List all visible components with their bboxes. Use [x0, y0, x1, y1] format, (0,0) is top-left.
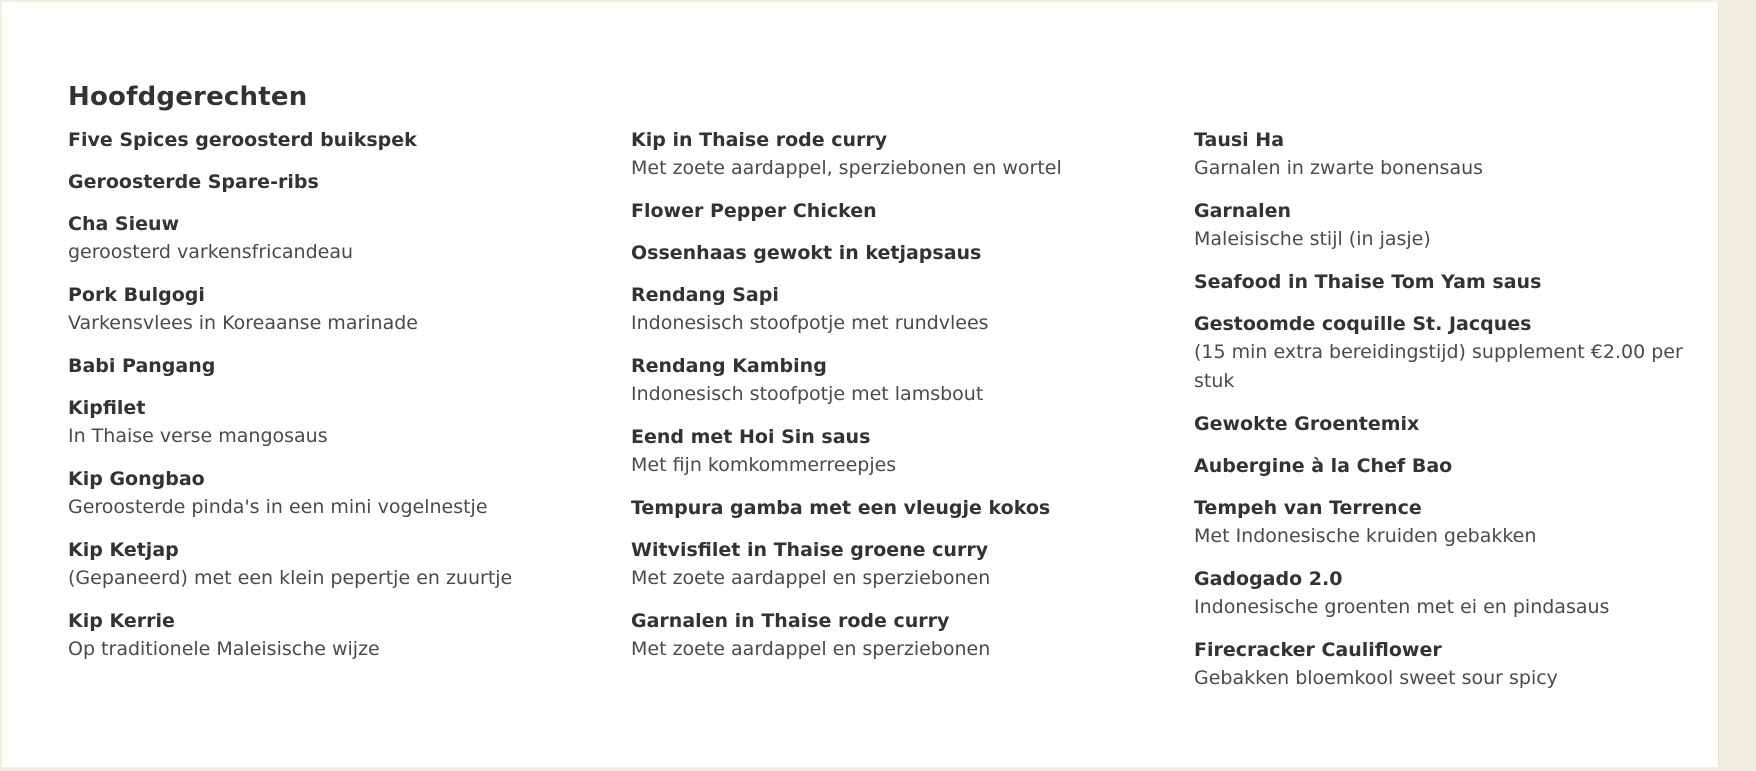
menu-item — [1194, 452, 1714, 480]
dish-name: Kip Gongbao — [68, 468, 205, 490]
dish-description: Varkensvlees in Koreaanse marinade — [68, 312, 418, 334]
dish-name: Aubergine à la Chef Bao — [1194, 455, 1453, 477]
menu-item — [68, 281, 588, 338]
menu-item — [1194, 636, 1714, 693]
dish-name: Garnalen in Thaise rode curry — [631, 610, 950, 632]
dish-description: Op traditionele Maleisische wijze — [68, 638, 380, 660]
menu-item — [68, 536, 588, 593]
menu-section — [68, 78, 1708, 689]
dish-name: Eend met Hoi Sin saus — [631, 426, 871, 448]
dish-name: Seafood in Thaise Tom Yam saus — [1194, 271, 1542, 293]
menu-card — [2, 2, 1719, 767]
dish-name: Firecracker Cauliflower — [1194, 639, 1442, 661]
menu-item — [631, 536, 1151, 593]
dish-name: Tempura gamba met een vleugje kokos — [631, 497, 1051, 519]
dish-description: Met fijn komkommerreepjes — [631, 454, 897, 476]
menu-item — [1194, 310, 1714, 396]
dish-name: Gewokte Groentemix — [1194, 413, 1420, 435]
dish-description: Indonesisch stoofpotje met lamsbout — [631, 383, 984, 405]
dish-description: (15 min extra bereidingstijd) supplement €2.00 per stuk — [1194, 341, 1683, 392]
dish-name: Gestoomde coquille St. Jacques — [1194, 313, 1532, 335]
dish-name: Gadogado 2.0 — [1194, 568, 1343, 590]
menu-item — [631, 197, 1151, 225]
dish-description: (Gepaneerd) met een klein pepertje en zuurtje — [68, 567, 513, 589]
menu-item — [1194, 565, 1714, 622]
dish-name: Cha Sieuw — [68, 213, 180, 235]
menu-item — [631, 607, 1151, 664]
dish-name: Geroosterde Spare-ribs — [68, 171, 319, 193]
dish-name: Tausi Ha — [1194, 129, 1285, 151]
menu-item — [1194, 410, 1714, 438]
menu-item — [68, 168, 588, 196]
section-title: Hoofdgerechten — [68, 82, 308, 112]
dish-description: Geroosterde pinda's in een mini vogelnestje — [68, 496, 488, 518]
menu-column-3 — [1194, 126, 1714, 707]
dish-description: Met zoete aardappel en sperziebonen — [631, 638, 991, 660]
dish-description: geroosterd varkensfricandeau — [68, 241, 354, 263]
menu-item — [631, 281, 1151, 338]
dish-description: Gebakken bloemkool sweet sour spicy — [1194, 667, 1558, 689]
menu-item — [68, 465, 588, 522]
dish-name: Five Spices geroosterd buikspek — [68, 129, 417, 151]
dish-name: Babi Pangang — [68, 355, 216, 377]
menu-column-1 — [68, 126, 588, 678]
menu-item — [631, 494, 1151, 522]
dish-description: In Thaise verse mangosaus — [68, 425, 328, 447]
dish-description: Met zoete aardappel en sperziebonen — [631, 567, 991, 589]
dish-name: Flower Pepper Chicken — [631, 200, 877, 222]
dish-description: Met zoete aardappel, sperziebonen en wortel — [631, 157, 1062, 179]
dish-description: Met Indonesische kruiden gebakken — [1194, 525, 1537, 547]
dish-description: Maleisische stijl (in jasje) — [1194, 228, 1431, 250]
menu-item — [68, 394, 588, 451]
dish-name: Ossenhaas gewokt in ketjapsaus — [631, 242, 982, 264]
dish-name: Witvisfilet in Thaise groene curry — [631, 539, 989, 561]
dish-name: Tempeh van Terrence — [1194, 497, 1422, 519]
menu-item — [68, 607, 588, 664]
dish-description: Indonesisch stoofpotje met rundvlees — [631, 312, 989, 334]
dish-description: Garnalen in zwarte bonensaus — [1194, 157, 1484, 179]
dish-name: Garnalen — [1194, 200, 1292, 222]
menu-item — [1194, 268, 1714, 296]
dish-name: Rendang Sapi — [631, 284, 779, 306]
menu-item — [68, 210, 588, 267]
dish-name: Rendang Kambing — [631, 355, 827, 377]
dish-name: Kip in Thaise rode curry — [631, 129, 888, 151]
menu-column-2 — [631, 126, 1151, 678]
dish-name: Pork Bulgogi — [68, 284, 205, 306]
menu-item — [68, 126, 588, 154]
menu-item — [631, 126, 1151, 183]
menu-item — [631, 239, 1151, 267]
dish-name: Kipfilet — [68, 397, 146, 419]
menu-item — [631, 423, 1151, 480]
menu-item — [68, 352, 588, 380]
menu-item — [631, 352, 1151, 409]
dish-name: Kip Ketjap — [68, 539, 179, 561]
menu-item — [1194, 197, 1714, 254]
menu-item — [1194, 126, 1714, 183]
dish-name: Kip Kerrie — [68, 610, 175, 632]
menu-item — [1194, 494, 1714, 551]
dish-description: Indonesische groenten met ei en pindasaus — [1194, 596, 1610, 618]
